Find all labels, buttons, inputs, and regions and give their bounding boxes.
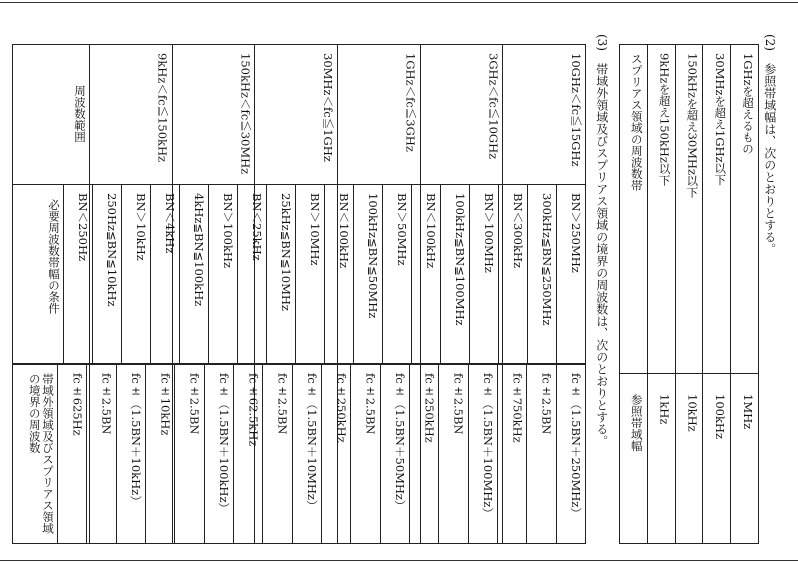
condition-cell: 100kHz≦BN≦100MHz — [441, 185, 470, 364]
boundary-cell: fc±2.5BN — [527, 365, 556, 544]
ref-row-band: 9kHzを超え150kHz以下 — [647, 45, 675, 374]
boundary-cell: fc±2.5BN — [351, 365, 380, 544]
boundary-cell: fc±（1.5BN＋100MHz） — [468, 365, 497, 544]
ref-row-bandwidth: 10kHz — [675, 374, 703, 544]
ref-row-bandwidth: 1kHz — [647, 374, 675, 544]
boundary-cell: fc±（1.5BN＋10MHz） — [292, 365, 321, 544]
boundary-cell: fc±62.5kHz — [233, 365, 262, 544]
boundary-cell: fc±2.5BN — [263, 365, 292, 544]
condition-cell: BN＞50MHz — [383, 185, 412, 364]
boundary-cell: fc±（1.5BN＋250MHz） — [556, 365, 585, 544]
condition-cell: 300kHz≦BN≦250MHz — [528, 185, 557, 364]
boundary-cell: fc±250kHz — [409, 365, 438, 544]
range-cell: 10GHz＜fc≦15GHz — [503, 45, 586, 544]
top-rule — [0, 2, 798, 3]
boundary-cell: fc±2.5BN — [175, 365, 204, 544]
ref-row-bandwidth: 100kHz — [703, 374, 731, 544]
ref-header-bandwidth: 参照帯域幅 — [620, 374, 648, 544]
boundary-cell: fc±625Hz — [58, 365, 87, 544]
bottom-rule — [0, 560, 798, 561]
boundary-cell: fc±2.5BN — [439, 365, 468, 544]
reference-bandwidth-table — [619, 44, 759, 544]
ref-row-band: 1GHzを超えるもの — [731, 45, 759, 374]
boundary-cell: fc±（1.5BN＋100kHz） — [204, 365, 233, 544]
boundary-column — [12, 364, 586, 544]
boundary-cell: fc±（1.5BN＋10kHz） — [116, 365, 145, 544]
boundary-cell: fc±10kHz — [145, 365, 174, 544]
header-boundary-line2: の境界の周波数 — [27, 373, 42, 454]
condition-cell: BN＞250MHz — [557, 185, 586, 364]
condition-cell: BN＜100kHz — [325, 185, 354, 364]
condition-cell: BN＜300kHz — [499, 185, 528, 364]
condition-cell: 4kHz≦BN≦100kHz — [180, 185, 209, 364]
condition-cell: BN＞10MHz — [296, 185, 325, 364]
range-cell: 1GHz＜fc≦3GHz — [337, 45, 420, 544]
ref-row-bandwidth: 1MHz — [731, 374, 759, 544]
header-boundary — [13, 365, 58, 544]
header-boundary-line1: 帯域外領域及びスプリアス領域 — [41, 373, 55, 534]
condition-cell: BN＜100kHz — [412, 185, 441, 364]
condition-cell: BN＜4kHz — [151, 185, 180, 364]
condition-cell: BN＞100MHz — [470, 185, 499, 364]
boundary-cell: fc±（1.5BN＋50MHz） — [380, 365, 409, 544]
condition-cell: BN＜25kHz — [238, 185, 267, 364]
condition-cell: 250Hz≦BN≦10kHz — [93, 185, 122, 364]
range-cell: 3GHz＜fc≦10GHz — [420, 45, 503, 544]
ref-header-freq-band: スプリアス領域の周波数帯 — [620, 45, 648, 374]
boundary-cell: fc±2.5BN — [87, 365, 116, 544]
condition-cell: BN＜250Hz — [64, 185, 93, 364]
ref-row-band: 150kHzを超え30MHz以下 — [675, 45, 703, 374]
boundary-cell: fc±250kHz — [321, 365, 350, 544]
range-cell: 9kHz＜fc≦150kHz — [90, 45, 173, 544]
condition-column — [12, 184, 586, 364]
range-cell: 30MHz＜fc≦1GHz — [255, 45, 338, 544]
boundary-cell: fc±750kHz — [497, 365, 526, 544]
header-frequency-range: 周波数範囲 — [13, 45, 90, 544]
ref-row-band: 30MHzを超え1GHz以下 — [703, 45, 731, 374]
condition-cell: 25kHz≦BN≦10MHz — [267, 185, 296, 364]
header-condition: 必要周波数帯幅の条件 — [13, 185, 64, 364]
item2-heading: (2) 参照帯域幅は、次のとおりとする。 — [762, 34, 777, 255]
condition-cell: BN＞10kHz — [122, 185, 151, 364]
condition-cell: BN＞100kHz — [209, 185, 238, 364]
condition-cell: 100kHz≦BN≦50MHz — [354, 185, 383, 364]
item3-heading: (3) 帯域外領域及びスプリアス領域の境界の周波数は、次のとおりとする。 — [594, 34, 609, 447]
range-cell: 150kHz＜fc≦30MHz — [172, 45, 255, 544]
